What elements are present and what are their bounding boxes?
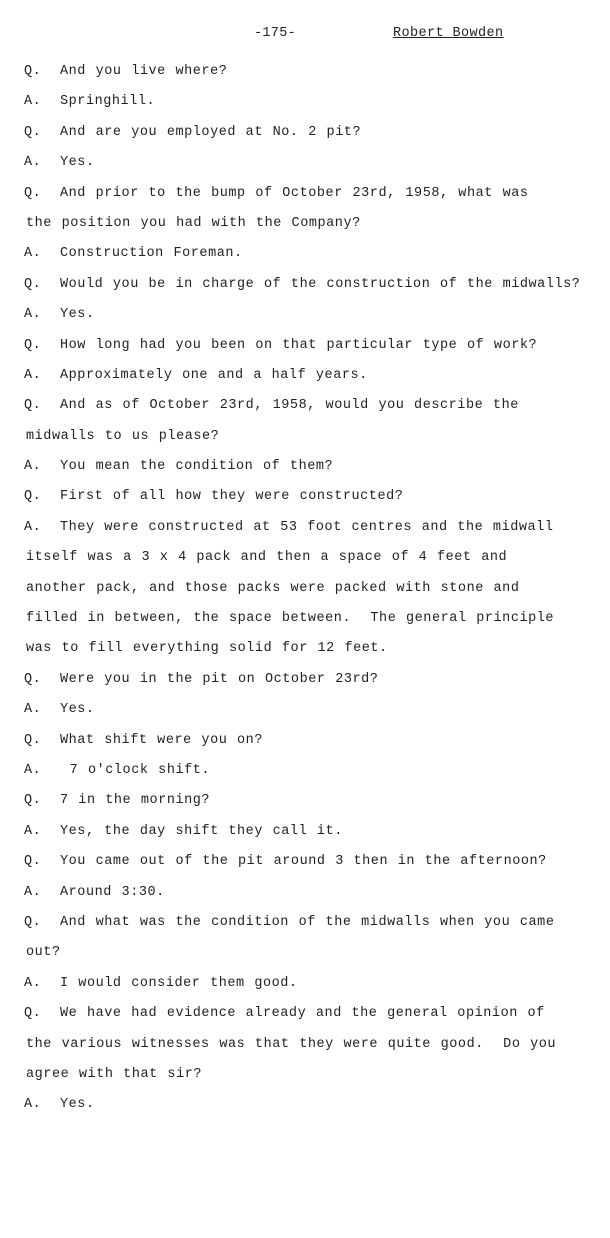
witness-name: Robert Bowden [393,26,504,41]
continuation-line [24,1060,584,1090]
answer-line [24,87,584,117]
line-text: And what was the condition of the midwalls when you came [60,914,555,930]
answer-line [24,239,584,269]
line-text: Would you be in charge of the construction of the midwalls? [60,276,581,292]
speaker-label: Q. [24,124,42,140]
line-text: another pack, and those packs were packed with stone and [26,580,520,596]
continuation-line [24,604,584,634]
speaker-label: Q. [24,64,42,79]
speaker-label: Q. [24,914,42,930]
answer-line [24,300,584,330]
line-text: filled in between, the space between. The general principle [26,611,555,627]
continuation-line [24,938,584,968]
speaker-label: A. [24,246,42,262]
line-text: They were constructed at 53 foot centres and the midwall [60,519,554,535]
line-text: And prior to the bump of October 23rd, 1958, what was [60,185,529,201]
question-line [24,118,584,148]
continuation-line [24,574,584,604]
line-text: And as of October 23rd, 1958, would you describe the [60,398,519,414]
speaker-label: A. [24,155,42,171]
line-text: out? [26,945,61,961]
question-line [24,847,584,877]
answer-line [24,1090,584,1120]
speaker-label: A. [24,94,42,110]
answer-line [24,969,584,999]
speaker-label: Q. [24,671,42,687]
transcript-body [24,57,584,1121]
line-text: 7 in the morning? [60,793,211,809]
continuation-line [24,1030,584,1060]
continuation-line [24,209,584,239]
line-text: First of all how they were constructed? [60,489,404,505]
line-text: You came out of the pit around 3 then in the afternoon? [60,854,547,870]
line-text: Yes, the day shift they call it. [60,823,343,839]
line-text: Springhill. [60,94,156,110]
speaker-label: Q. [24,337,42,353]
line-text: Yes. [60,1097,95,1113]
answer-line [24,513,584,543]
line-text: Approximately one and a half years. [60,367,368,383]
answer-line [24,756,584,786]
line-text: midwalls to us please? [26,428,220,444]
continuation-line [24,422,584,452]
line-text: And you live where? [60,64,228,79]
question-line [24,391,584,421]
continuation-line [24,634,584,664]
line-text: Yes. [60,155,95,171]
line-text: How long had you been on that particular type of work? [60,337,538,353]
speaker-label: A. [24,1097,42,1113]
speaker-label: A. [24,975,42,991]
speaker-label: Q. [24,489,42,505]
speaker-label: Q. [24,732,42,748]
answer-line [24,695,584,725]
speaker-label: Q. [24,185,42,201]
speaker-label: A. [24,459,42,475]
page-header [0,26,610,46]
line-text: 7 o'clock shift. [60,762,211,778]
answer-line [24,148,584,178]
line-text: the position you had with the Company? [26,215,361,231]
line-text: was to fill everything solid for 12 feet. [26,641,388,657]
line-text: Were you in the pit on October 23rd? [60,671,379,687]
answer-line [24,878,584,908]
speaker-label: Q. [24,1006,42,1022]
question-line [24,482,584,512]
speaker-label: A. [24,519,42,535]
line-text: itself was a 3 x 4 pack and then a space of 4 feet and [26,550,508,566]
answer-line [24,361,584,391]
speaker-label: Q. [24,854,42,870]
line-text: You mean the condition of them? [60,459,334,475]
line-text: Construction Foreman. [60,246,243,262]
line-text: Around 3:30. [60,884,165,900]
question-line [24,270,584,300]
speaker-label: A. [24,762,42,778]
speaker-label: Q. [24,793,42,809]
speaker-label: Q. [24,276,42,292]
line-text: We have had evidence already and the general opinion of [60,1006,545,1022]
question-line [24,786,584,816]
speaker-label: A. [24,884,42,900]
speaker-label: A. [24,307,42,323]
line-text: agree with that sir? [26,1066,203,1082]
answer-line [24,817,584,847]
line-text: And are you employed at No. 2 pit? [60,124,362,140]
line-text: Yes. [60,702,95,718]
line-text: the various witnesses was that they were quite good. Do you [26,1036,557,1052]
question-line [24,665,584,695]
continuation-line [24,543,584,573]
speaker-label: A. [24,367,42,383]
question-line [24,331,584,361]
question-line [24,179,584,209]
line-text: I would consider them good. [60,975,298,991]
question-line [24,908,584,938]
speaker-label: Q. [24,398,42,414]
page-number: -175- [254,26,297,41]
question-line [24,999,584,1029]
question-line [24,726,584,756]
speaker-label: A. [24,702,42,718]
speaker-label: A. [24,823,42,839]
answer-line [24,452,584,482]
question-line [24,57,584,87]
line-text: Yes. [60,307,95,323]
line-text: What shift were you on? [60,732,263,748]
